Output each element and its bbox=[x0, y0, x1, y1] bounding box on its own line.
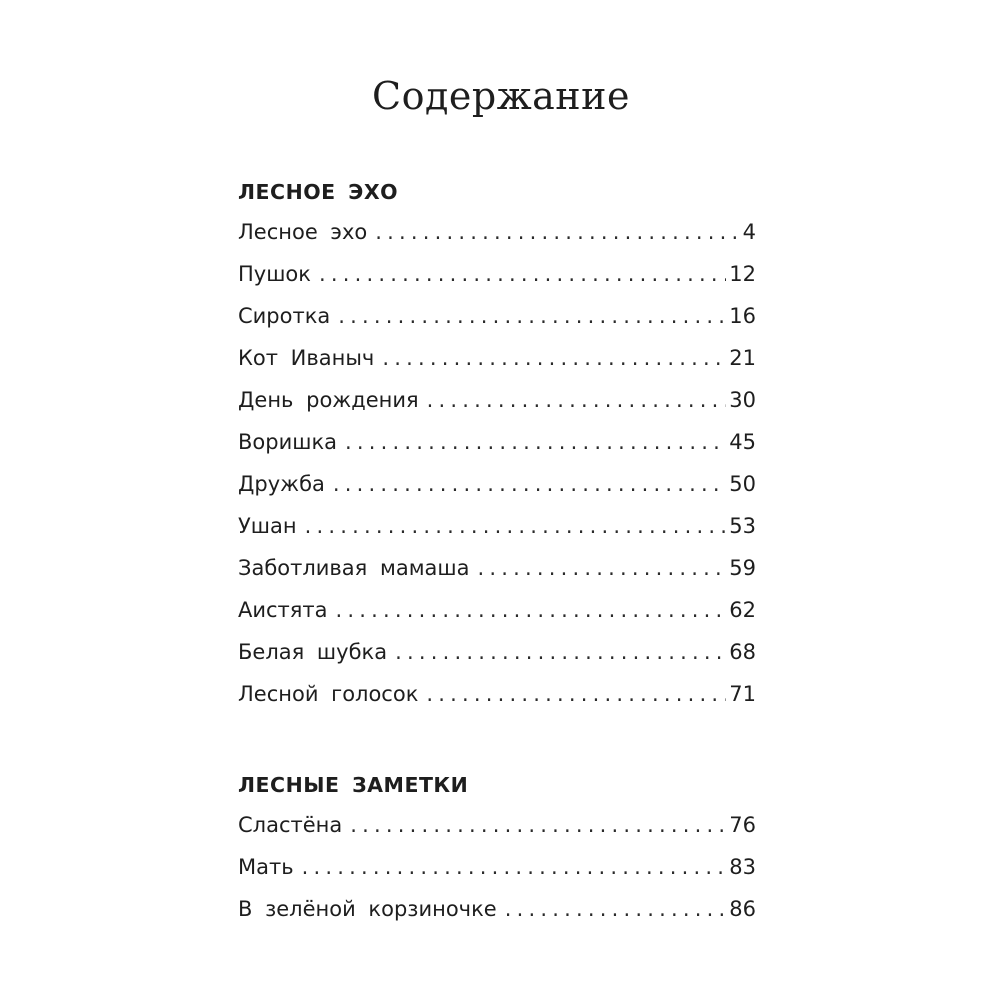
toc-entry-page: 86 bbox=[729, 897, 756, 921]
page-title: Содержание bbox=[372, 74, 630, 118]
toc-entry-page: 71 bbox=[729, 682, 756, 706]
toc-entry-title: Мать bbox=[238, 855, 294, 879]
toc-entry bbox=[238, 514, 756, 538]
toc-entry-title: Сластёна bbox=[238, 813, 343, 837]
dot-leader bbox=[478, 556, 727, 580]
toc-entry bbox=[238, 262, 756, 286]
toc-entry-page: 50 bbox=[729, 472, 756, 496]
dot-leader bbox=[382, 346, 726, 370]
dot-leader bbox=[345, 430, 726, 454]
dot-leader bbox=[333, 472, 726, 496]
toc-entry bbox=[238, 430, 756, 454]
toc-entry-title: Дружба bbox=[238, 472, 325, 496]
dot-leader bbox=[426, 682, 726, 706]
dot-leader bbox=[305, 514, 727, 538]
toc-entry-title: Лесное эхо bbox=[238, 220, 368, 244]
toc-entry bbox=[238, 640, 756, 664]
dot-leader bbox=[336, 598, 727, 622]
toc-entry bbox=[238, 556, 756, 580]
toc-entry-page: 53 bbox=[729, 514, 756, 538]
dot-leader bbox=[375, 220, 739, 244]
toc-entry bbox=[238, 346, 756, 370]
dot-leader bbox=[427, 388, 727, 412]
toc-entry-title: Аистята bbox=[238, 598, 328, 622]
toc-entry-title: День рождения bbox=[238, 388, 419, 412]
dot-leader bbox=[395, 640, 726, 664]
toc-entry-title: Лесной голосок bbox=[238, 682, 419, 706]
toc-entry-page: 30 bbox=[729, 388, 756, 412]
toc-entry-page: 83 bbox=[729, 855, 756, 879]
dot-leader bbox=[505, 897, 727, 921]
toc-entry bbox=[238, 388, 756, 412]
toc-entry-page: 76 bbox=[729, 813, 756, 837]
toc-entry-title: Заботливая мамаша bbox=[238, 556, 470, 580]
toc-entry bbox=[238, 472, 756, 496]
toc-entry-title: Белая шубка bbox=[238, 640, 388, 664]
toc-entry-page: 12 bbox=[729, 262, 756, 286]
section-heading: ЛЕСНЫЕ ЗАМЕТКИ bbox=[238, 773, 469, 797]
toc-entry-page: 62 bbox=[729, 598, 756, 622]
toc-entry-page: 68 bbox=[729, 640, 756, 664]
toc-entry-page: 59 bbox=[729, 556, 756, 580]
dot-leader bbox=[338, 304, 726, 328]
toc-entry-title: Кот Иваныч bbox=[238, 346, 375, 370]
toc-entry-title: В зелёной корзиночке bbox=[238, 897, 497, 921]
dot-leader bbox=[350, 813, 726, 837]
toc-entry bbox=[238, 682, 756, 706]
toc-entry bbox=[238, 304, 756, 328]
toc-entry bbox=[238, 813, 756, 837]
toc-entry bbox=[238, 598, 756, 622]
toc-entry-title: Воришка bbox=[238, 430, 338, 454]
toc-entry-title: Сиротка bbox=[238, 304, 331, 328]
dot-leader bbox=[302, 855, 727, 879]
toc-entry-title: Ушан bbox=[238, 514, 297, 538]
toc-entry-page: 21 bbox=[729, 346, 756, 370]
toc-entry-page: 4 bbox=[742, 220, 756, 244]
facing-page bbox=[800, 0, 1000, 1000]
toc-entry bbox=[238, 220, 756, 244]
section-heading: ЛЕСНОЕ ЭХО bbox=[238, 180, 399, 204]
toc-entry-page: 45 bbox=[729, 430, 756, 454]
toc-entry bbox=[238, 855, 756, 879]
toc-entry-title: Пушок bbox=[238, 262, 311, 286]
dot-leader bbox=[319, 262, 726, 286]
toc-entry-page: 16 bbox=[729, 304, 756, 328]
toc-entry bbox=[238, 897, 756, 921]
